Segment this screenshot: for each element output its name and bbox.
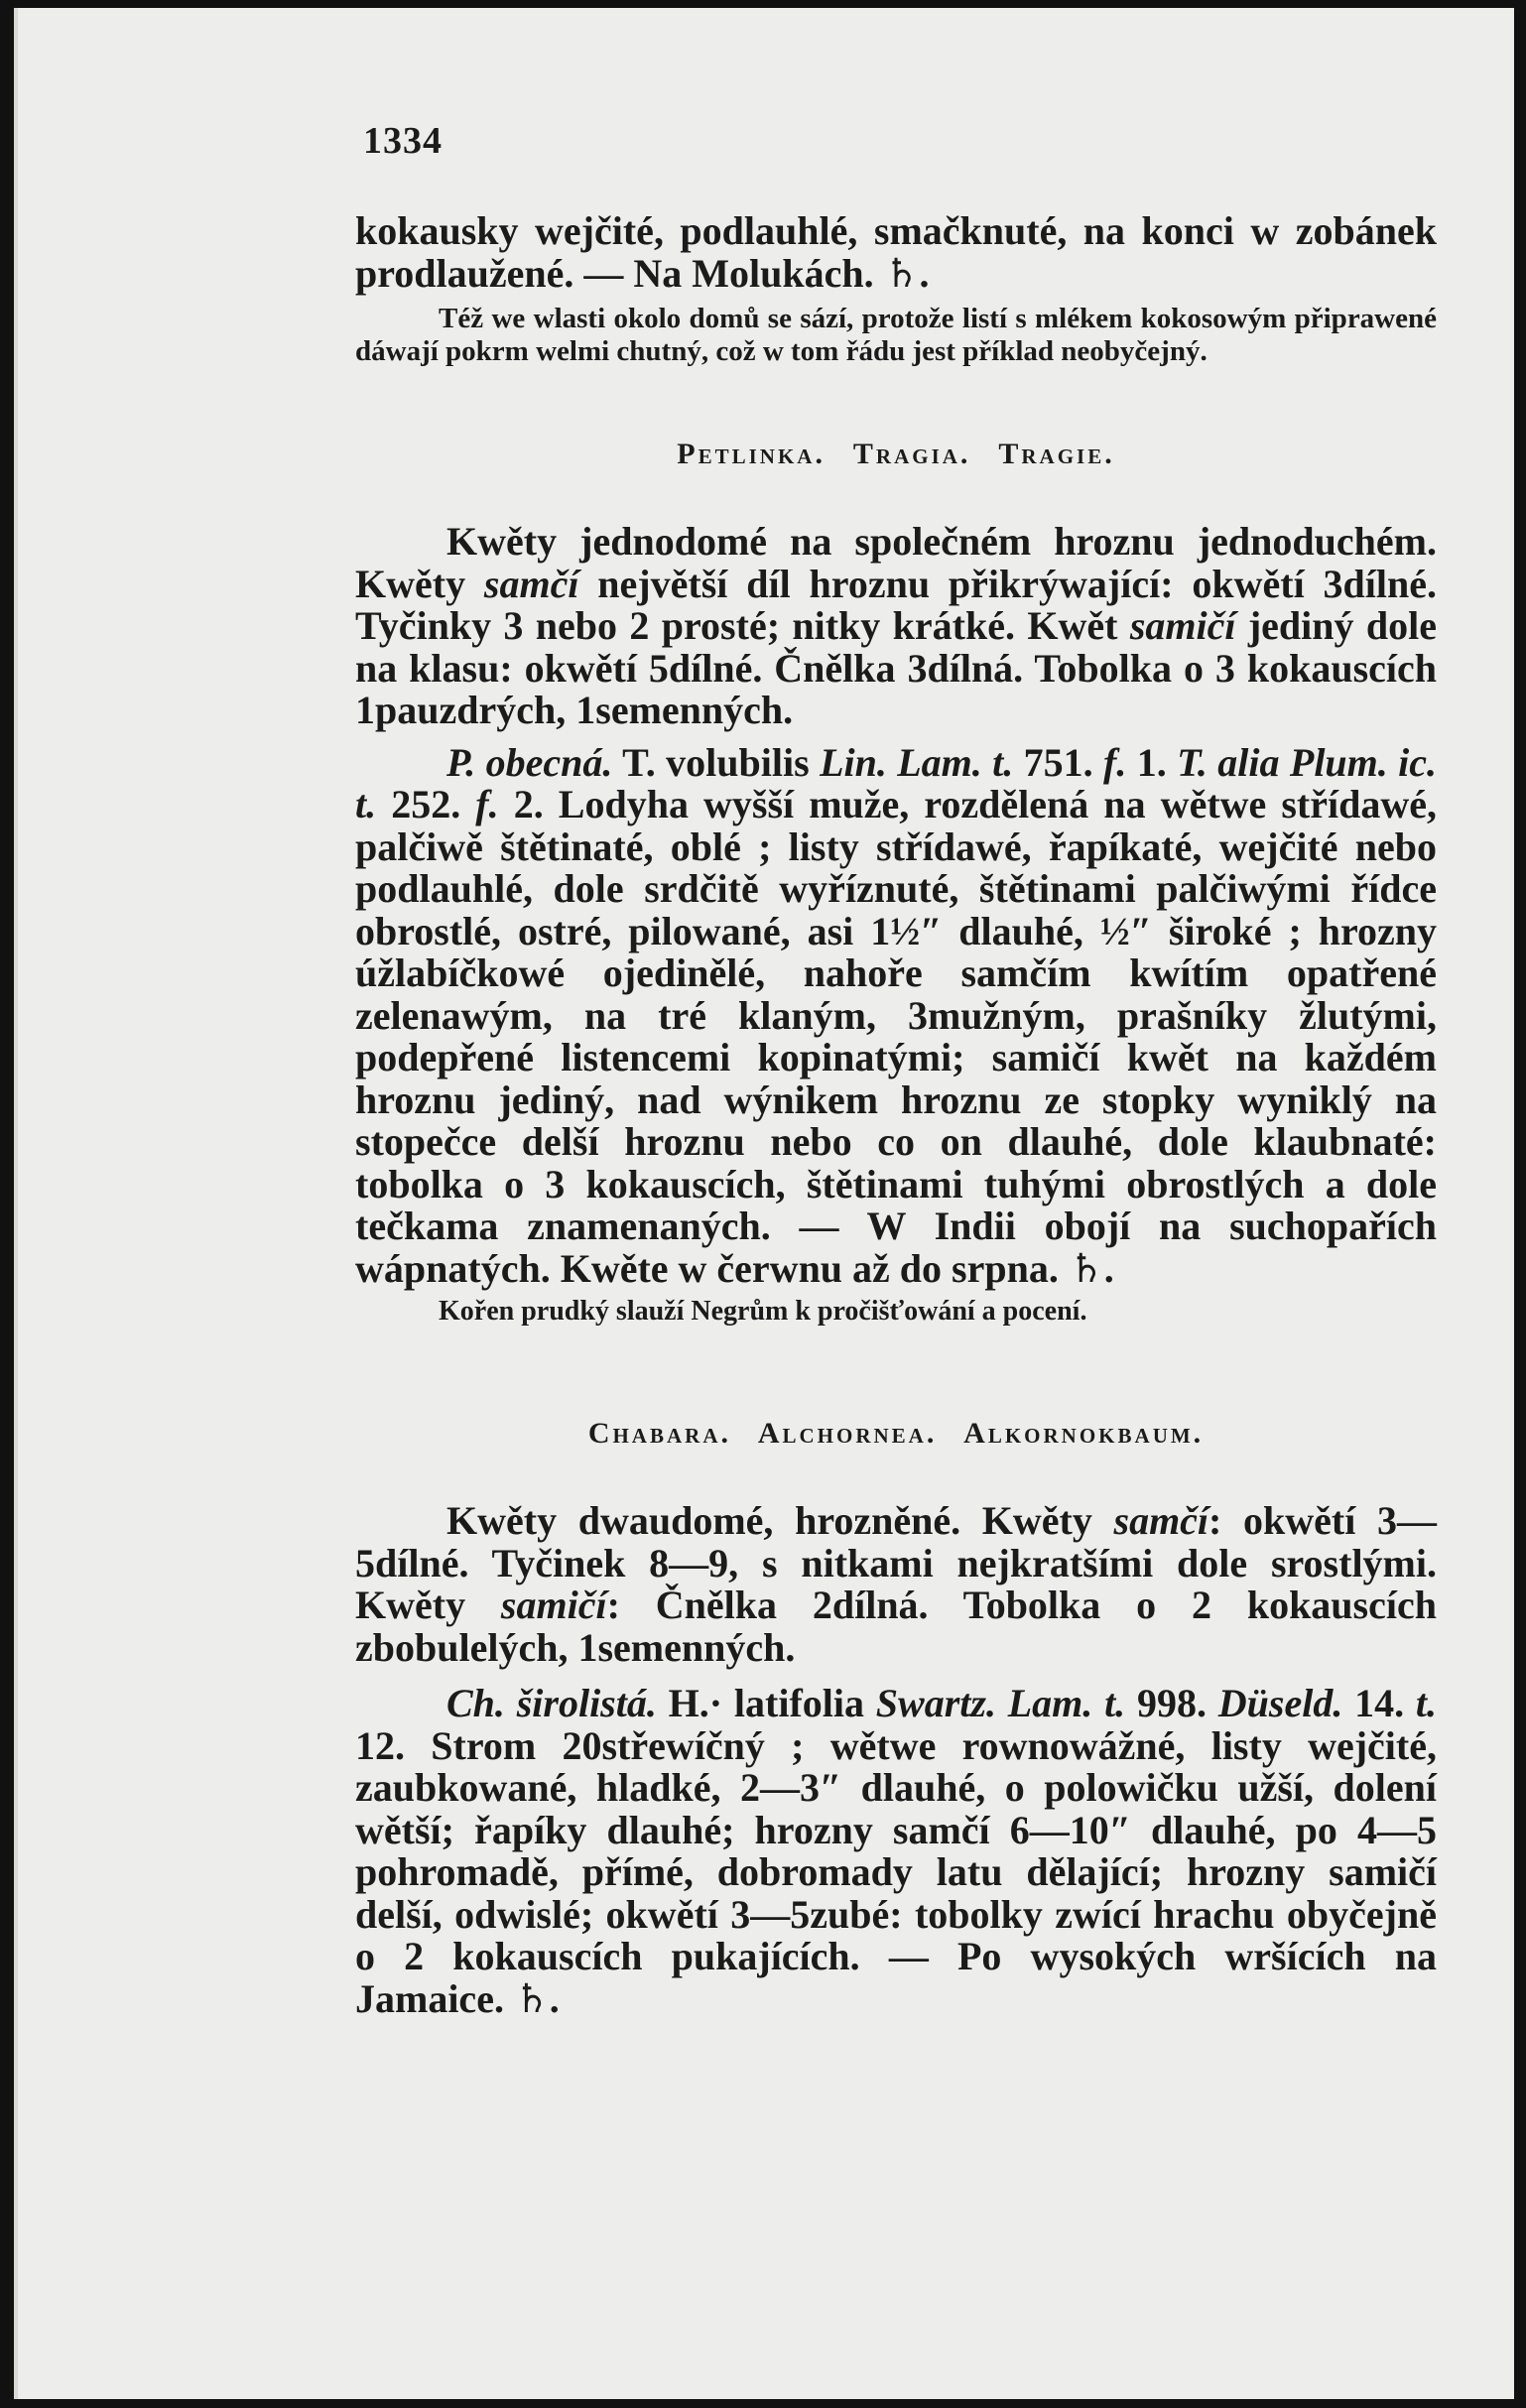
species-name: Ch. širolistá. <box>446 1681 657 1725</box>
genus-heading-petlinka: Petlinka. Tragia. Tragie. <box>677 438 1115 470</box>
paragraph-note-koren: Kořen prudký slauží Negrům k pročišťowání a pocení. <box>439 1296 1087 1327</box>
italic-term: samčí <box>483 561 579 606</box>
book-page <box>14 8 1514 2399</box>
paragraph-genus-description-tragia <box>355 521 1437 732</box>
italic-term: samičí <box>1129 603 1236 648</box>
text-run: jediný dole na klasu: okwětí 5dílné. Čnělka 3dílná. Tobolka o 3 kokauscích 1pauzdrých, 1semenných. <box>355 603 1438 732</box>
text-run: 751. <box>1013 739 1104 785</box>
page-number: 1334 <box>363 120 443 162</box>
paragraph-species-tragia <box>355 739 1438 1291</box>
italic-term: samčí <box>1113 1498 1209 1543</box>
text-run: : okwětí 3—5dílné. Tyčinek 8—9, s nitkami nejkratšími dole srostlými. Kwěty <box>355 1498 1437 1627</box>
text-run: 14. <box>1342 1681 1416 1725</box>
text-run: Kwěty dwaudomé, hrozněné. Kwěty <box>446 1498 1114 1543</box>
text-run: 2. Lodyha wyšší muže, rozdělená na wětwe střídawé, palčiwě štětinaté, oblé ; listy střídawé, řapíkaté, wejčité nebo podlauhlé, dole srdčitě wyříznuté, štětinami palčiwými řídce obrostlé, ostré, pilowané, asi 1½″ dlauhé, ½″ široké ; hrozny úžlabíčkowé ojedinělé, nahoře samčím kwítím opatřené zelenawým, na tré klaným, 3mužným, prašníky žlutými, podepřené listencemi kopinatými; samičí kwět na každém hroznu jediný, nad wýnikem hroznu ze stopky wyniklý na stopečce delší hroznu nebo co on dlauhé, dole klaubnaté: tobolka o 3 kokauscích, štětinami tuhými obrostlých a dole tečkama znamenaných. — W Indii obojí na suchopařích wápnatých. Kwěte w čerwnu až do srpna. ♄. <box>355 782 1437 1291</box>
species-name: P. obecná. <box>446 739 613 785</box>
text-run: Kwěty jednodomé na společném hroznu jednoduchém. Kwěty <box>355 519 1437 606</box>
paragraph-note-kokos: Též we wlasti okolo domů se sází, protože listí s mlékem kokosowým připrawené dáwají pokrm welmi chutný, což w tom řádu jest příklad neobyčejný. <box>355 303 1437 367</box>
text-run: : Čnělka 2dílná. Tobolka o 2 kokauscích zbobulelých, 1semenných. <box>355 1583 1437 1670</box>
citation: Düseld. <box>1217 1681 1343 1725</box>
text-run: 1. <box>1126 739 1178 785</box>
citation: f. <box>475 782 499 826</box>
citation: T. alia Plum. ic. t. <box>355 739 1438 826</box>
paragraph-species-alchornea <box>355 1683 1437 2020</box>
text-run: 998. <box>1125 1681 1218 1725</box>
genus-heading-chabara: Chabara. Alchornea. Alkornokbaum. <box>587 1417 1205 1450</box>
citation: Lin. Lam. t. <box>820 739 1014 785</box>
text-run: H.· latifolia <box>656 1681 876 1725</box>
citation: f. <box>1103 739 1127 785</box>
page-content <box>355 119 1437 2020</box>
text-run: 252. <box>376 782 476 826</box>
paragraph-genus-description-alchornea <box>355 1500 1437 1669</box>
text-run: 12. Strom 20střewíčný ; wětwe rownowážné, listy wejčité, zaubkowané, hladké, 2—3″ dlauhé, o polowičku užší, dolení wětší; řapíky dlauhé; hrozny samčí 6—10″ dlauhé, po 4—5 pohromadě, přímé, dobromady latu dělající; hrozny samičí delší, odwislé; okwětí 3—5zubé: tobolky zwící hrachu obyčejně o 2 kokauscích pukajících. — Po wysokých wršících na Jamaice. ♄. <box>355 1722 1437 2021</box>
paragraph-continuation: kokausky wejčité, podlauhlé, smačknuté, na konci w zobánek prodlaužené. — Na Molukách. ♄. <box>355 208 1437 296</box>
text-run: největší díl hroznu přikrýwající: okwětí 3dílné. Tyčinky 3 nebo 2 prosté; nitky krátké. Kwět <box>355 561 1438 648</box>
citation: t. <box>1415 1681 1438 1725</box>
text-run: T. volubilis <box>612 739 821 785</box>
citation: Swartz. Lam. t. <box>875 1681 1126 1725</box>
italic-term: samičí <box>500 1583 607 1627</box>
